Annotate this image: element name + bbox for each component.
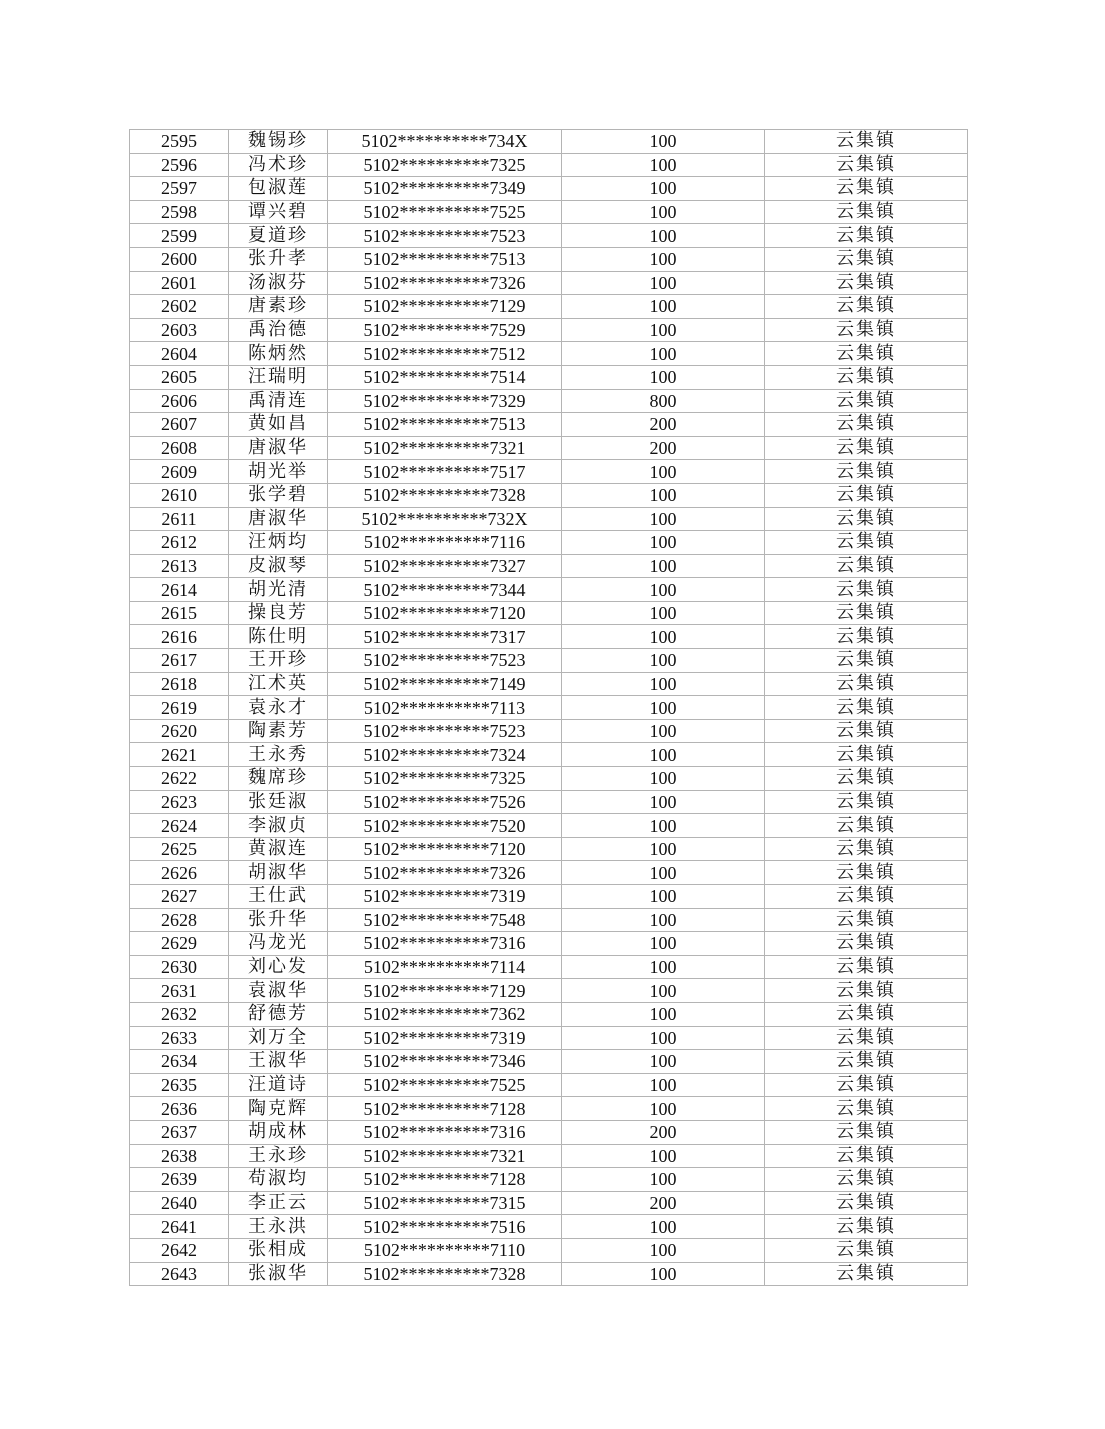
- row-number-cell: 2597: [130, 177, 229, 201]
- row-number-cell: 2636: [130, 1097, 229, 1121]
- person-name-cell: 禹清连: [229, 389, 328, 413]
- person-name-cell: 唐素珍: [229, 295, 328, 319]
- row-number-cell: 2619: [130, 696, 229, 720]
- amount-cell: 200: [562, 413, 765, 437]
- id-number-cell: 5102**********7321: [328, 1144, 562, 1168]
- table-row: [130, 696, 968, 720]
- amount-cell: 100: [562, 649, 765, 673]
- person-name-cell: 陶素芳: [229, 719, 328, 743]
- row-number-cell: 2625: [130, 837, 229, 861]
- id-number-cell: 5102**********7548: [328, 908, 562, 932]
- person-name-cell: 张学碧: [229, 483, 328, 507]
- amount-cell: 100: [562, 601, 765, 625]
- amount-cell: 100: [562, 814, 765, 838]
- table-row: [130, 413, 968, 437]
- person-name-cell: 夏道珍: [229, 224, 328, 248]
- row-number-cell: 2637: [130, 1120, 229, 1144]
- row-number-cell: 2607: [130, 413, 229, 437]
- id-number-cell: 5102**********7327: [328, 554, 562, 578]
- town-name-cell: 云集镇: [765, 271, 968, 295]
- id-number-cell: 5102**********7114: [328, 955, 562, 979]
- row-number-cell: 2608: [130, 436, 229, 460]
- town-name-cell: 云集镇: [765, 1215, 968, 1239]
- town-name-cell: 云集镇: [765, 861, 968, 885]
- amount-cell: 100: [562, 719, 765, 743]
- id-number-cell: 5102**********7520: [328, 814, 562, 838]
- id-number-cell: 5102**********7349: [328, 177, 562, 201]
- row-number-cell: 2628: [130, 908, 229, 932]
- table-row: [130, 979, 968, 1003]
- person-name-cell: 谭兴碧: [229, 200, 328, 224]
- amount-cell: 100: [562, 130, 765, 154]
- amount-cell: 100: [562, 1073, 765, 1097]
- person-name-cell: 江术英: [229, 672, 328, 696]
- person-name-cell: 王永洪: [229, 1215, 328, 1239]
- row-number-cell: 2610: [130, 483, 229, 507]
- id-number-cell: 5102**********7525: [328, 1073, 562, 1097]
- table-row: [130, 1191, 968, 1215]
- amount-cell: 100: [562, 483, 765, 507]
- row-number-cell: 2641: [130, 1215, 229, 1239]
- amount-cell: 100: [562, 672, 765, 696]
- row-number-cell: 2606: [130, 389, 229, 413]
- table-row: [130, 389, 968, 413]
- amount-cell: 100: [562, 861, 765, 885]
- row-number-cell: 2603: [130, 318, 229, 342]
- amount-cell: 100: [562, 1215, 765, 1239]
- table-row: [130, 1168, 968, 1192]
- amount-cell: 100: [562, 531, 765, 555]
- table-row: [130, 743, 968, 767]
- amount-cell: 100: [562, 1144, 765, 1168]
- town-name-cell: 云集镇: [765, 1168, 968, 1192]
- town-name-cell: 云集镇: [765, 342, 968, 366]
- id-number-cell: 5102**********7325: [328, 767, 562, 791]
- id-number-cell: 5102**********7149: [328, 672, 562, 696]
- id-number-cell: 5102**********7110: [328, 1238, 562, 1262]
- table-row: [130, 955, 968, 979]
- amount-cell: 200: [562, 1191, 765, 1215]
- table-row: [130, 507, 968, 531]
- id-number-cell: 5102**********7129: [328, 979, 562, 1003]
- town-name-cell: 云集镇: [765, 932, 968, 956]
- row-number-cell: 2640: [130, 1191, 229, 1215]
- person-name-cell: 胡淑华: [229, 861, 328, 885]
- row-number-cell: 2599: [130, 224, 229, 248]
- table-row: [130, 224, 968, 248]
- table-row: [130, 1215, 968, 1239]
- town-name-cell: 云集镇: [765, 130, 968, 154]
- town-name-cell: 云集镇: [765, 554, 968, 578]
- town-name-cell: 云集镇: [765, 1050, 968, 1074]
- town-name-cell: 云集镇: [765, 1144, 968, 1168]
- row-number-cell: 2639: [130, 1168, 229, 1192]
- person-name-cell: 李淑贞: [229, 814, 328, 838]
- id-number-cell: 5102**********7514: [328, 365, 562, 389]
- id-number-cell: 5102**********7324: [328, 743, 562, 767]
- table-row: [130, 295, 968, 319]
- amount-cell: 100: [562, 554, 765, 578]
- amount-cell: 100: [562, 837, 765, 861]
- id-number-cell: 5102**********7328: [328, 1262, 562, 1286]
- town-name-cell: 云集镇: [765, 1097, 968, 1121]
- amount-cell: 100: [562, 318, 765, 342]
- person-name-cell: 冯龙光: [229, 932, 328, 956]
- table-row: [130, 342, 968, 366]
- amount-cell: 100: [562, 1097, 765, 1121]
- id-number-cell: 5102**********7529: [328, 318, 562, 342]
- person-name-cell: 陶克辉: [229, 1097, 328, 1121]
- town-name-cell: 云集镇: [765, 767, 968, 791]
- row-number-cell: 2638: [130, 1144, 229, 1168]
- id-number-cell: 5102**********7346: [328, 1050, 562, 1074]
- table-row: [130, 837, 968, 861]
- amount-cell: 100: [562, 955, 765, 979]
- id-number-cell: 5102**********732X: [328, 507, 562, 531]
- town-name-cell: 云集镇: [765, 177, 968, 201]
- amount-cell: 100: [562, 625, 765, 649]
- id-number-cell: 5102**********7325: [328, 153, 562, 177]
- id-number-cell: 5102**********7316: [328, 932, 562, 956]
- table-row: [130, 625, 968, 649]
- table-row: [130, 1262, 968, 1286]
- amount-cell: 100: [562, 1238, 765, 1262]
- row-number-cell: 2596: [130, 153, 229, 177]
- person-name-cell: 张廷淑: [229, 790, 328, 814]
- table-row: [130, 932, 968, 956]
- row-number-cell: 2633: [130, 1026, 229, 1050]
- person-name-cell: 汪道诗: [229, 1073, 328, 1097]
- row-number-cell: 2634: [130, 1050, 229, 1074]
- id-number-cell: 5102**********734X: [328, 130, 562, 154]
- person-name-cell: 操良芳: [229, 601, 328, 625]
- person-name-cell: 王仕武: [229, 885, 328, 909]
- amount-cell: 100: [562, 578, 765, 602]
- roster-table: [129, 129, 968, 1286]
- town-name-cell: 云集镇: [765, 224, 968, 248]
- table-row: [130, 365, 968, 389]
- table-row: [130, 767, 968, 791]
- amount-cell: 100: [562, 908, 765, 932]
- amount-cell: 100: [562, 1168, 765, 1192]
- person-name-cell: 胡成林: [229, 1120, 328, 1144]
- person-name-cell: 汤淑芬: [229, 271, 328, 295]
- id-number-cell: 5102**********7120: [328, 837, 562, 861]
- id-number-cell: 5102**********7523: [328, 649, 562, 673]
- amount-cell: 100: [562, 885, 765, 909]
- table-row: [130, 1026, 968, 1050]
- row-number-cell: 2613: [130, 554, 229, 578]
- person-name-cell: 魏锡珍: [229, 130, 328, 154]
- table-row: [130, 1050, 968, 1074]
- amount-cell: 100: [562, 153, 765, 177]
- person-name-cell: 王永珍: [229, 1144, 328, 1168]
- town-name-cell: 云集镇: [765, 979, 968, 1003]
- table-row: [130, 460, 968, 484]
- town-name-cell: 云集镇: [765, 436, 968, 460]
- amount-cell: 100: [562, 507, 765, 531]
- id-number-cell: 5102**********7317: [328, 625, 562, 649]
- person-name-cell: 舒德芳: [229, 1002, 328, 1026]
- town-name-cell: 云集镇: [765, 460, 968, 484]
- town-name-cell: 云集镇: [765, 696, 968, 720]
- row-number-cell: 2642: [130, 1238, 229, 1262]
- amount-cell: 100: [562, 932, 765, 956]
- town-name-cell: 云集镇: [765, 625, 968, 649]
- amount-cell: 200: [562, 1120, 765, 1144]
- town-name-cell: 云集镇: [765, 1002, 968, 1026]
- amount-cell: 100: [562, 696, 765, 720]
- row-number-cell: 2622: [130, 767, 229, 791]
- amount-cell: 100: [562, 460, 765, 484]
- id-number-cell: 5102**********7523: [328, 224, 562, 248]
- table-row: [130, 790, 968, 814]
- amount-cell: 100: [562, 365, 765, 389]
- person-name-cell: 冯术珍: [229, 153, 328, 177]
- row-number-cell: 2614: [130, 578, 229, 602]
- id-number-cell: 5102**********7315: [328, 1191, 562, 1215]
- person-name-cell: 王淑华: [229, 1050, 328, 1074]
- amount-cell: 100: [562, 1050, 765, 1074]
- row-number-cell: 2643: [130, 1262, 229, 1286]
- person-name-cell: 王永秀: [229, 743, 328, 767]
- id-number-cell: 5102**********7517: [328, 460, 562, 484]
- person-name-cell: 袁淑华: [229, 979, 328, 1003]
- town-name-cell: 云集镇: [765, 1073, 968, 1097]
- table-row: [130, 177, 968, 201]
- table-row: [130, 672, 968, 696]
- table-row: [130, 318, 968, 342]
- id-number-cell: 5102**********7526: [328, 790, 562, 814]
- person-name-cell: 王开珍: [229, 649, 328, 673]
- row-number-cell: 2601: [130, 271, 229, 295]
- person-name-cell: 张升孝: [229, 247, 328, 271]
- person-name-cell: 陈炳然: [229, 342, 328, 366]
- row-number-cell: 2623: [130, 790, 229, 814]
- person-name-cell: 刘万全: [229, 1026, 328, 1050]
- id-number-cell: 5102**********7321: [328, 436, 562, 460]
- town-name-cell: 云集镇: [765, 531, 968, 555]
- person-name-cell: 唐淑华: [229, 436, 328, 460]
- table-row: [130, 719, 968, 743]
- id-number-cell: 5102**********7523: [328, 719, 562, 743]
- row-number-cell: 2595: [130, 130, 229, 154]
- id-number-cell: 5102**********7513: [328, 413, 562, 437]
- row-number-cell: 2611: [130, 507, 229, 531]
- id-number-cell: 5102**********7113: [328, 696, 562, 720]
- table-row: [130, 531, 968, 555]
- amount-cell: 100: [562, 979, 765, 1003]
- amount-cell: 100: [562, 295, 765, 319]
- person-name-cell: 苟淑均: [229, 1168, 328, 1192]
- row-number-cell: 2635: [130, 1073, 229, 1097]
- amount-cell: 800: [562, 389, 765, 413]
- table-row: [130, 885, 968, 909]
- person-name-cell: 唐淑华: [229, 507, 328, 531]
- amount-cell: 100: [562, 224, 765, 248]
- town-name-cell: 云集镇: [765, 955, 968, 979]
- town-name-cell: 云集镇: [765, 200, 968, 224]
- town-name-cell: 云集镇: [765, 389, 968, 413]
- id-number-cell: 5102**********7319: [328, 885, 562, 909]
- town-name-cell: 云集镇: [765, 507, 968, 531]
- table-row: [130, 1002, 968, 1026]
- id-number-cell: 5102**********7328: [328, 483, 562, 507]
- roster-body: [130, 130, 968, 1286]
- person-name-cell: 汪炳均: [229, 531, 328, 555]
- town-name-cell: 云集镇: [765, 1191, 968, 1215]
- row-number-cell: 2609: [130, 460, 229, 484]
- town-name-cell: 云集镇: [765, 1120, 968, 1144]
- amount-cell: 100: [562, 177, 765, 201]
- table-row: [130, 908, 968, 932]
- id-number-cell: 5102**********7326: [328, 271, 562, 295]
- person-name-cell: 黄如昌: [229, 413, 328, 437]
- person-name-cell: 胡光举: [229, 460, 328, 484]
- amount-cell: 100: [562, 1026, 765, 1050]
- town-name-cell: 云集镇: [765, 1238, 968, 1262]
- id-number-cell: 5102**********7128: [328, 1168, 562, 1192]
- amount-cell: 100: [562, 271, 765, 295]
- town-name-cell: 云集镇: [765, 413, 968, 437]
- row-number-cell: 2616: [130, 625, 229, 649]
- amount-cell: 100: [562, 743, 765, 767]
- row-number-cell: 2627: [130, 885, 229, 909]
- person-name-cell: 皮淑琴: [229, 554, 328, 578]
- town-name-cell: 云集镇: [765, 365, 968, 389]
- town-name-cell: 云集镇: [765, 295, 968, 319]
- id-number-cell: 5102**********7129: [328, 295, 562, 319]
- person-name-cell: 包淑莲: [229, 177, 328, 201]
- row-number-cell: 2629: [130, 932, 229, 956]
- id-number-cell: 5102**********7525: [328, 200, 562, 224]
- table-row: [130, 814, 968, 838]
- row-number-cell: 2620: [130, 719, 229, 743]
- person-name-cell: 张淑华: [229, 1262, 328, 1286]
- table-row: [130, 601, 968, 625]
- row-number-cell: 2617: [130, 649, 229, 673]
- id-number-cell: 5102**********7120: [328, 601, 562, 625]
- person-name-cell: 陈仕明: [229, 625, 328, 649]
- town-name-cell: 云集镇: [765, 814, 968, 838]
- town-name-cell: 云集镇: [765, 908, 968, 932]
- id-number-cell: 5102**********7362: [328, 1002, 562, 1026]
- id-number-cell: 5102**********7116: [328, 531, 562, 555]
- town-name-cell: 云集镇: [765, 837, 968, 861]
- amount-cell: 100: [562, 342, 765, 366]
- amount-cell: 200: [562, 436, 765, 460]
- row-number-cell: 2631: [130, 979, 229, 1003]
- town-name-cell: 云集镇: [765, 719, 968, 743]
- town-name-cell: 云集镇: [765, 649, 968, 673]
- table-row: [130, 153, 968, 177]
- table-row: [130, 1097, 968, 1121]
- table-row: [130, 247, 968, 271]
- person-name-cell: 张相成: [229, 1238, 328, 1262]
- amount-cell: 100: [562, 1002, 765, 1026]
- person-name-cell: 汪瑞明: [229, 365, 328, 389]
- table-row: [130, 1238, 968, 1262]
- id-number-cell: 5102**********7513: [328, 247, 562, 271]
- id-number-cell: 5102**********7316: [328, 1120, 562, 1144]
- person-name-cell: 刘心发: [229, 955, 328, 979]
- row-number-cell: 2632: [130, 1002, 229, 1026]
- row-number-cell: 2621: [130, 743, 229, 767]
- amount-cell: 100: [562, 790, 765, 814]
- table-row: [130, 554, 968, 578]
- town-name-cell: 云集镇: [765, 578, 968, 602]
- id-number-cell: 5102**********7319: [328, 1026, 562, 1050]
- row-number-cell: 2600: [130, 247, 229, 271]
- table-row: [130, 861, 968, 885]
- person-name-cell: 禹治德: [229, 318, 328, 342]
- row-number-cell: 2612: [130, 531, 229, 555]
- town-name-cell: 云集镇: [765, 318, 968, 342]
- amount-cell: 100: [562, 1262, 765, 1286]
- id-number-cell: 5102**********7516: [328, 1215, 562, 1239]
- amount-cell: 100: [562, 247, 765, 271]
- row-number-cell: 2605: [130, 365, 229, 389]
- town-name-cell: 云集镇: [765, 1262, 968, 1286]
- id-number-cell: 5102**********7344: [328, 578, 562, 602]
- town-name-cell: 云集镇: [765, 672, 968, 696]
- person-name-cell: 袁永才: [229, 696, 328, 720]
- table-row: [130, 1120, 968, 1144]
- table-row: [130, 483, 968, 507]
- person-name-cell: 魏席珍: [229, 767, 328, 791]
- amount-cell: 100: [562, 200, 765, 224]
- town-name-cell: 云集镇: [765, 1026, 968, 1050]
- table-row: [130, 200, 968, 224]
- table-row: [130, 436, 968, 460]
- table-row: [130, 130, 968, 154]
- town-name-cell: 云集镇: [765, 790, 968, 814]
- row-number-cell: 2624: [130, 814, 229, 838]
- town-name-cell: 云集镇: [765, 483, 968, 507]
- table-row: [130, 1144, 968, 1168]
- town-name-cell: 云集镇: [765, 247, 968, 271]
- town-name-cell: 云集镇: [765, 885, 968, 909]
- row-number-cell: 2615: [130, 601, 229, 625]
- person-name-cell: 李正云: [229, 1191, 328, 1215]
- table-row: [130, 649, 968, 673]
- town-name-cell: 云集镇: [765, 601, 968, 625]
- town-name-cell: 云集镇: [765, 153, 968, 177]
- person-name-cell: 胡光清: [229, 578, 328, 602]
- row-number-cell: 2604: [130, 342, 229, 366]
- id-number-cell: 5102**********7329: [328, 389, 562, 413]
- row-number-cell: 2618: [130, 672, 229, 696]
- person-name-cell: 张升华: [229, 908, 328, 932]
- row-number-cell: 2598: [130, 200, 229, 224]
- id-number-cell: 5102**********7326: [328, 861, 562, 885]
- id-number-cell: 5102**********7128: [328, 1097, 562, 1121]
- table-row: [130, 578, 968, 602]
- town-name-cell: 云集镇: [765, 743, 968, 767]
- row-number-cell: 2602: [130, 295, 229, 319]
- row-number-cell: 2626: [130, 861, 229, 885]
- person-name-cell: 黄淑连: [229, 837, 328, 861]
- amount-cell: 100: [562, 767, 765, 791]
- id-number-cell: 5102**********7512: [328, 342, 562, 366]
- table-row: [130, 271, 968, 295]
- table-row: [130, 1073, 968, 1097]
- row-number-cell: 2630: [130, 955, 229, 979]
